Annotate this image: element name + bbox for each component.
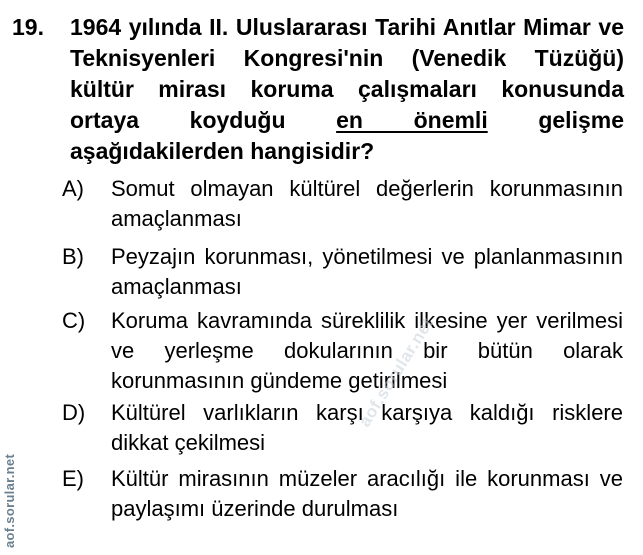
option-text: Kültürel varlıkların karşı karşıya kaldığı risklere dikkat çekilmesi (111, 400, 623, 455)
option-letter: A) (62, 176, 84, 201)
option-text: Kültür mirasının müzeler aracılığı ile korunması ve paylaşımı üzerinde durulması (111, 466, 623, 521)
question-number: 19. (12, 14, 44, 40)
question-text-end: gelişme aşağıdakilerden hangisidir? (70, 107, 624, 164)
option-letter: B) (62, 244, 84, 269)
question-text (70, 12, 624, 167)
option-letter: C) (62, 308, 86, 333)
option-letter: E) (62, 466, 84, 491)
question-emphasis: en önemli (336, 107, 488, 133)
side-watermark: aof.sorular.net (2, 453, 17, 548)
option-letter: D) (62, 400, 86, 425)
diagonal-watermark: aof.sorular.net (355, 314, 438, 431)
option-text: Somut olmayan kültürel değerlerin korunmasının amaçlanması (111, 176, 623, 231)
option-text: Koruma kavramında süreklilik ilkesine yer verilmesi ve yerleşme dokularının bir bütün olarak korunmasının gündeme getirilmesi (111, 308, 623, 393)
question-text-start: 1964 yılında II. Uluslararası Tarihi Anıtlar Mimar ve Teknisyenleri Kongresi'nin (Venedik Tüzüğü) kültür mirası koruma çalışmaları konusunda ortaya koyduğu (70, 14, 624, 133)
option-text: Peyzajın korunması, yönetilmesi ve planlanmasının amaçlanması (111, 244, 623, 299)
